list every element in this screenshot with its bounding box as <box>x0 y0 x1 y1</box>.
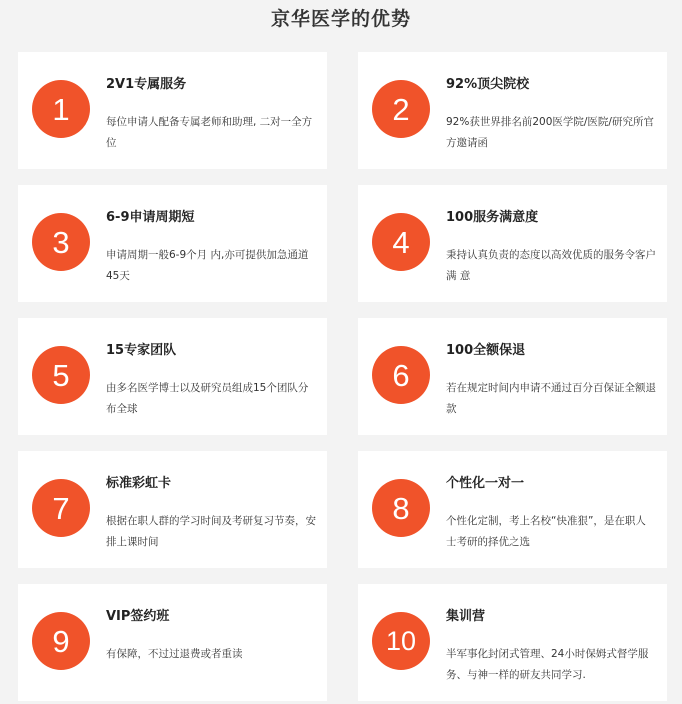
number-badge: 10 <box>372 612 430 670</box>
card-title: 100服务满意度 <box>446 210 539 225</box>
advantage-card-8 <box>358 451 667 568</box>
advantages-grid <box>18 52 668 701</box>
card-description: 由多名医学博士以及研究员组成15个团队分布全球 <box>106 382 309 415</box>
card-description: 每位申请人配备专属老师和助理, 二对一全方位 <box>106 116 313 149</box>
number-badge: 1 <box>32 80 90 138</box>
page-title: 京华医学的优势 <box>270 8 411 30</box>
advantage-card-2 <box>358 52 667 169</box>
card-description: 秉持认真负责的态度以高效优质的服务令客户满 意 <box>446 249 656 282</box>
advantage-card-1 <box>18 52 327 169</box>
card-title: VIP签约班 <box>106 609 170 624</box>
card-description: 申请周期一般6-9个月 内,亦可提供加急通道45天 <box>106 249 309 282</box>
card-title: 个性化一对一 <box>446 476 525 491</box>
advantage-card-7 <box>18 451 327 568</box>
card-title: 15专家团队 <box>106 343 177 358</box>
number-badge: 5 <box>32 346 90 404</box>
advantage-card-4 <box>358 185 667 302</box>
card-title: 集训营 <box>446 609 486 624</box>
card-title: 92%顶尖院校 <box>446 77 530 92</box>
advantage-card-3 <box>18 185 327 302</box>
card-description: 92%获世界排名前200医学院/医院/研究所官方邀请函 <box>446 116 654 149</box>
card-description: 半军事化封闭式管理、24小时保姆式督学服务、与神一样的研友共同学习. <box>446 648 649 681</box>
card-title: 6-9申请周期短 <box>106 210 195 225</box>
card-title: 100全额保退 <box>446 343 526 358</box>
number-badge: 3 <box>32 213 90 271</box>
number-badge: 4 <box>372 213 430 271</box>
card-title: 2V1专属服务 <box>106 77 187 92</box>
advantage-card-10 <box>358 584 667 701</box>
number-badge: 9 <box>32 612 90 670</box>
card-description: 有保障，不过过退费或者重读 <box>106 648 243 660</box>
number-badge: 2 <box>372 80 430 138</box>
card-title: 标准彩虹卡 <box>106 476 172 491</box>
card-description: 根据在职人群的学习时间及考研复习节奏，安排上课时间 <box>106 515 316 548</box>
advantage-card-9 <box>18 584 327 701</box>
card-description: 个性化定制，考上名校“快准狠”，是在职人士考研的择优之选 <box>446 515 646 548</box>
card-description: 若在规定时间内申请不通过百分百保证全额退款 <box>446 382 656 415</box>
number-badge: 7 <box>32 479 90 537</box>
advantage-card-6 <box>358 318 667 435</box>
number-badge: 6 <box>372 346 430 404</box>
number-badge: 8 <box>372 479 430 537</box>
advantage-card-5 <box>18 318 327 435</box>
